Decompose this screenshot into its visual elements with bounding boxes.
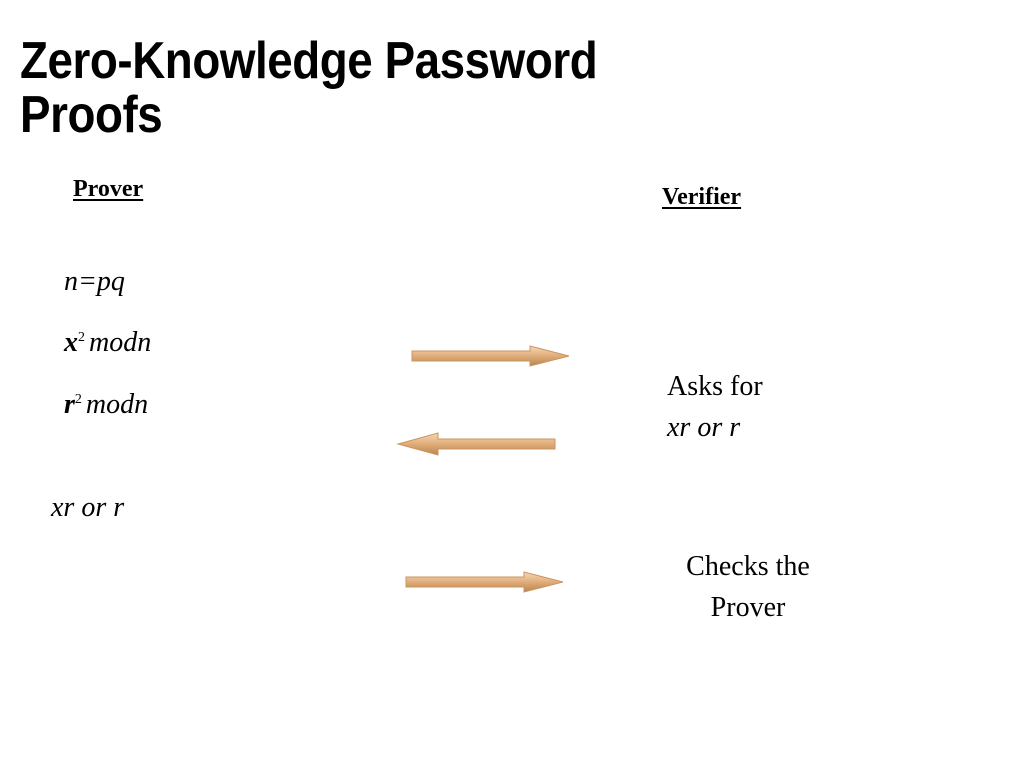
r-exponent: 2 <box>74 392 82 407</box>
checks-line-2: Prover <box>710 592 786 623</box>
r-variable: r <box>64 389 75 420</box>
title-line-2: Proofs <box>20 86 163 144</box>
x-mod-text: modn <box>89 327 152 358</box>
checks-line-1: Checks the <box>686 551 810 582</box>
arrow-right-commitment <box>412 346 569 366</box>
asks-line-1: Asks for <box>667 371 763 402</box>
modulus-equation: n=pq <box>64 266 125 297</box>
r-mod-text: modn <box>85 389 149 420</box>
asks-line-2: xr or r <box>667 412 741 443</box>
title-line-1: Zero-Knowledge Password <box>20 32 598 90</box>
arrow-left-challenge <box>398 433 555 455</box>
prover-heading: Prover <box>73 176 144 202</box>
x-exponent: 2 <box>78 330 85 345</box>
arrow-right-response <box>406 572 563 592</box>
x-variable: x <box>64 327 78 358</box>
verifier-heading: Verifier <box>662 184 742 210</box>
prover-response: xr or r <box>51 492 125 523</box>
